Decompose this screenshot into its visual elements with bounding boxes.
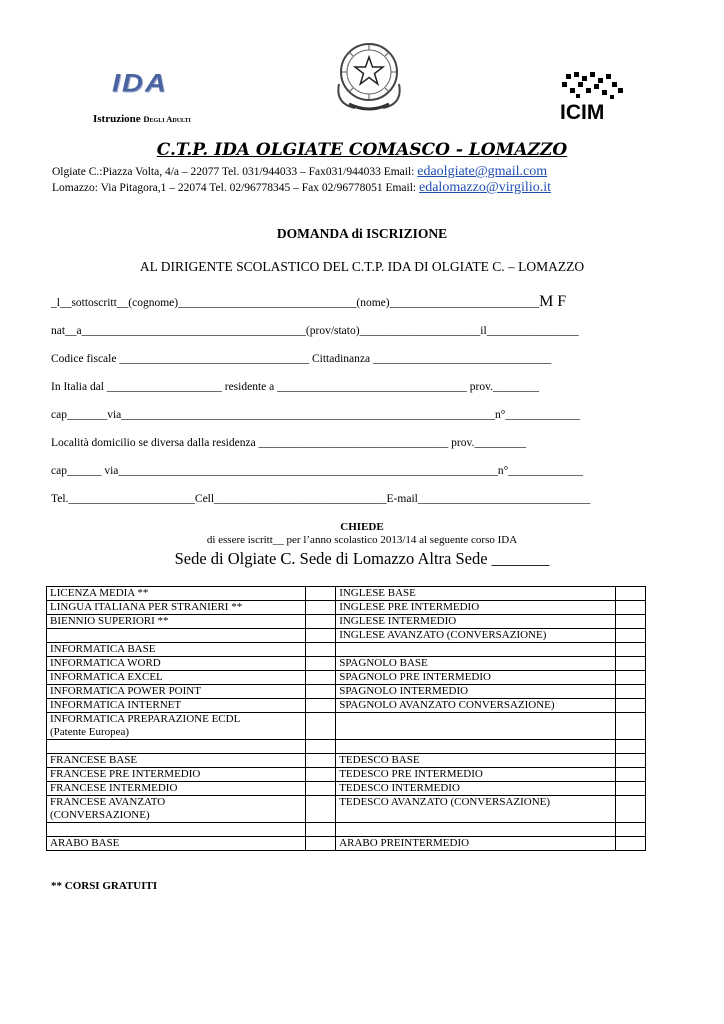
course-checkbox-right[interactable] (616, 629, 646, 643)
course-checkbox-left[interactable] (306, 629, 336, 643)
course-name-left: INFORMATICA POWER POINT (47, 685, 306, 699)
course-name-left: FRANCESE PRE INTERMEDIO (47, 768, 306, 782)
course-name-right: INGLESE INTERMEDIO (336, 615, 616, 629)
course-name-left (47, 740, 306, 754)
course-name-left: LINGUA ITALIANA PER STRANIERI ** (47, 601, 306, 615)
course-checkbox-right[interactable] (616, 643, 646, 657)
course-name-right: SPAGNOLO INTERMEDIO (336, 685, 616, 699)
table-row (47, 823, 646, 837)
course-checkbox-left[interactable] (306, 768, 336, 782)
course-name-left: ARABO BASE (47, 837, 306, 851)
course-checkbox-left[interactable] (306, 685, 336, 699)
course-name-left: FRANCESE BASE (47, 754, 306, 768)
course-name-left: INFORMATICA PREPARAZIONE ECDL (Patente Europea) (47, 713, 306, 740)
course-checkbox-left[interactable] (306, 713, 336, 740)
course-checkbox-right[interactable] (616, 657, 646, 671)
course-checkbox-left[interactable] (306, 671, 336, 685)
course-checkbox-right[interactable] (616, 754, 646, 768)
course-name-right: ARABO PREINTERMEDIO (336, 837, 616, 851)
table-row (47, 768, 646, 782)
gender-mf[interactable]: M F (539, 293, 567, 310)
course-checkbox-right[interactable] (616, 587, 646, 601)
table-row (47, 671, 646, 685)
courses-table (46, 586, 646, 851)
course-checkbox-left[interactable] (306, 823, 336, 837)
email-lomazzo-link[interactable]: edalomazzo@virgilio.it (419, 180, 551, 195)
course-name-left: LICENZA MEDIA ** (47, 587, 306, 601)
course-checkbox-right[interactable] (616, 601, 646, 615)
table-row (47, 643, 646, 657)
course-checkbox-right[interactable] (616, 713, 646, 740)
table-row (47, 685, 646, 699)
field-surname-name[interactable]: _l__sottoscritt__(cognome)_______________________________(nome)__________________________M F (51, 293, 567, 310)
course-checkbox-left[interactable] (306, 615, 336, 629)
free-courses-note: ** CORSI GRATUITI (51, 880, 158, 892)
table-row (47, 713, 646, 740)
course-name-right: TEDESCO PRE INTERMEDIO (336, 768, 616, 782)
course-name-left: INFORMATICA EXCEL (47, 671, 306, 685)
course-name-right: INGLESE PRE INTERMEDIO (336, 601, 616, 615)
table-row (47, 699, 646, 713)
course-name-right: INGLESE AVANZATO (CONVERSAZIONE) (336, 629, 616, 643)
course-name-left: INFORMATICA WORD (47, 657, 306, 671)
course-name-right: INGLESE BASE (336, 587, 616, 601)
table-row (47, 657, 646, 671)
course-checkbox-left[interactable] (306, 754, 336, 768)
field-address[interactable]: cap_______via_________________________________________________________________n°_____________ (51, 409, 581, 421)
course-name-left (47, 629, 306, 643)
course-checkbox-right[interactable] (616, 768, 646, 782)
table-row (47, 837, 646, 851)
address-olgiate: Olgiate C.:Piazza Volta, 4/a – 22077 Tel. 031/944033 – Fax031/944033 Email: edaolgiate@gmail.com (52, 164, 548, 179)
course-name-right (336, 823, 616, 837)
field-domicile[interactable]: Località domicilio se diversa dalla residenza _________________________________ prov._________ (51, 437, 527, 449)
course-name-right: TEDESCO BASE (336, 754, 616, 768)
course-checkbox-left[interactable] (306, 782, 336, 796)
field-contacts[interactable]: Tel.______________________Cell______________________________E-mail______________________________ (51, 493, 591, 505)
course-name-right (336, 740, 616, 754)
course-checkbox-right[interactable] (616, 823, 646, 837)
italian-republic-emblem-icon (331, 34, 407, 116)
course-name-right: SPAGNOLO BASE (336, 657, 616, 671)
course-name-right: TEDESCO INTERMEDIO (336, 782, 616, 796)
field-birthplace[interactable]: nat__a_______________________________________(prov/stato)_____________________il________________ (51, 325, 579, 337)
table-row (47, 629, 646, 643)
email-olgiate-link[interactable]: edaolgiate@gmail.com (417, 164, 548, 179)
table-row (47, 754, 646, 768)
course-checkbox-right[interactable] (616, 837, 646, 851)
course-checkbox-right[interactable] (616, 740, 646, 754)
table-row (47, 796, 646, 823)
table-row (47, 587, 646, 601)
course-checkbox-left[interactable] (306, 657, 336, 671)
icim-text: ICIM (560, 101, 605, 124)
course-checkbox-right[interactable] (616, 796, 646, 823)
course-checkbox-left[interactable] (306, 643, 336, 657)
course-name-left: BIENNIO SUPERIORI ** (47, 615, 306, 629)
course-checkbox-right[interactable] (616, 615, 646, 629)
course-name-right: TEDESCO AVANZATO (CONVERSAZIONE) (336, 796, 616, 823)
table-row (47, 615, 646, 629)
course-checkbox-left[interactable] (306, 837, 336, 851)
course-checkbox-right[interactable] (616, 685, 646, 699)
sede-options[interactable]: Sede di Olgiate C. Sede di Lomazzo Altra Sede _______ (174, 549, 550, 568)
table-row (47, 601, 646, 615)
page-title: C.T.P. IDA OLGIATE COMASCO - LOMAZZO (156, 140, 568, 160)
course-checkbox-left[interactable] (306, 601, 336, 615)
chiede-label: CHIEDE (340, 521, 384, 533)
course-name-left (47, 823, 306, 837)
table-row (47, 782, 646, 796)
course-name-left: FRANCESE AVANZATO (CONVERSAZIONE) (47, 796, 306, 823)
course-checkbox-left[interactable] (306, 699, 336, 713)
ida-logo: IDA (112, 70, 168, 98)
course-name-right (336, 643, 616, 657)
table-row (47, 740, 646, 754)
subtitle-smallcaps: Degli Adulti (143, 114, 191, 124)
course-name-right: SPAGNOLO AVANZATO CONVERSAZIONE) (336, 699, 616, 713)
course-name-left: INFORMATICA BASE (47, 643, 306, 657)
address-lomazzo: Lomazzo: Via Pitagora,1 – 22074 Tel. 02/96778345 – Fax 02/96778051 Email: edalomazzo@virgilio.it (52, 180, 551, 195)
ida-subtitle: Istruzione Degli Adulti (93, 113, 191, 125)
course-checkbox-right[interactable] (616, 671, 646, 685)
course-checkbox-right[interactable] (616, 782, 646, 796)
field-fiscal-code[interactable]: Codice fiscale _________________________________ Cittadinanza _______________________________ (51, 353, 552, 365)
course-checkbox-left[interactable] (306, 796, 336, 823)
course-name-right (336, 713, 616, 740)
course-checkbox-left[interactable] (306, 587, 336, 601)
course-name-left: FRANCESE INTERMEDIO (47, 782, 306, 796)
field-domicile-address[interactable]: cap______ via__________________________________________________________________n°_____________ (51, 465, 583, 477)
course-name-right: SPAGNOLO PRE INTERMEDIO (336, 671, 616, 685)
chiede-text: di essere iscritt__ per l’anno scolastico 2013/14 al seguente corso IDA (206, 534, 518, 546)
form-heading: DOMANDA di ISCRIZIONE (276, 226, 448, 241)
field-residence[interactable]: In Italia dal ____________________ residente a _________________________________ prov.________ (51, 381, 539, 393)
course-checkbox-right[interactable] (616, 699, 646, 713)
form-recipient: AL DIRIGENTE SCOLASTICO DEL C.T.P. IDA DI OLGIATE C. – LOMAZZO (139, 259, 585, 274)
course-name-left: INFORMATICA INTERNET (47, 699, 306, 713)
course-checkbox-left[interactable] (306, 740, 336, 754)
